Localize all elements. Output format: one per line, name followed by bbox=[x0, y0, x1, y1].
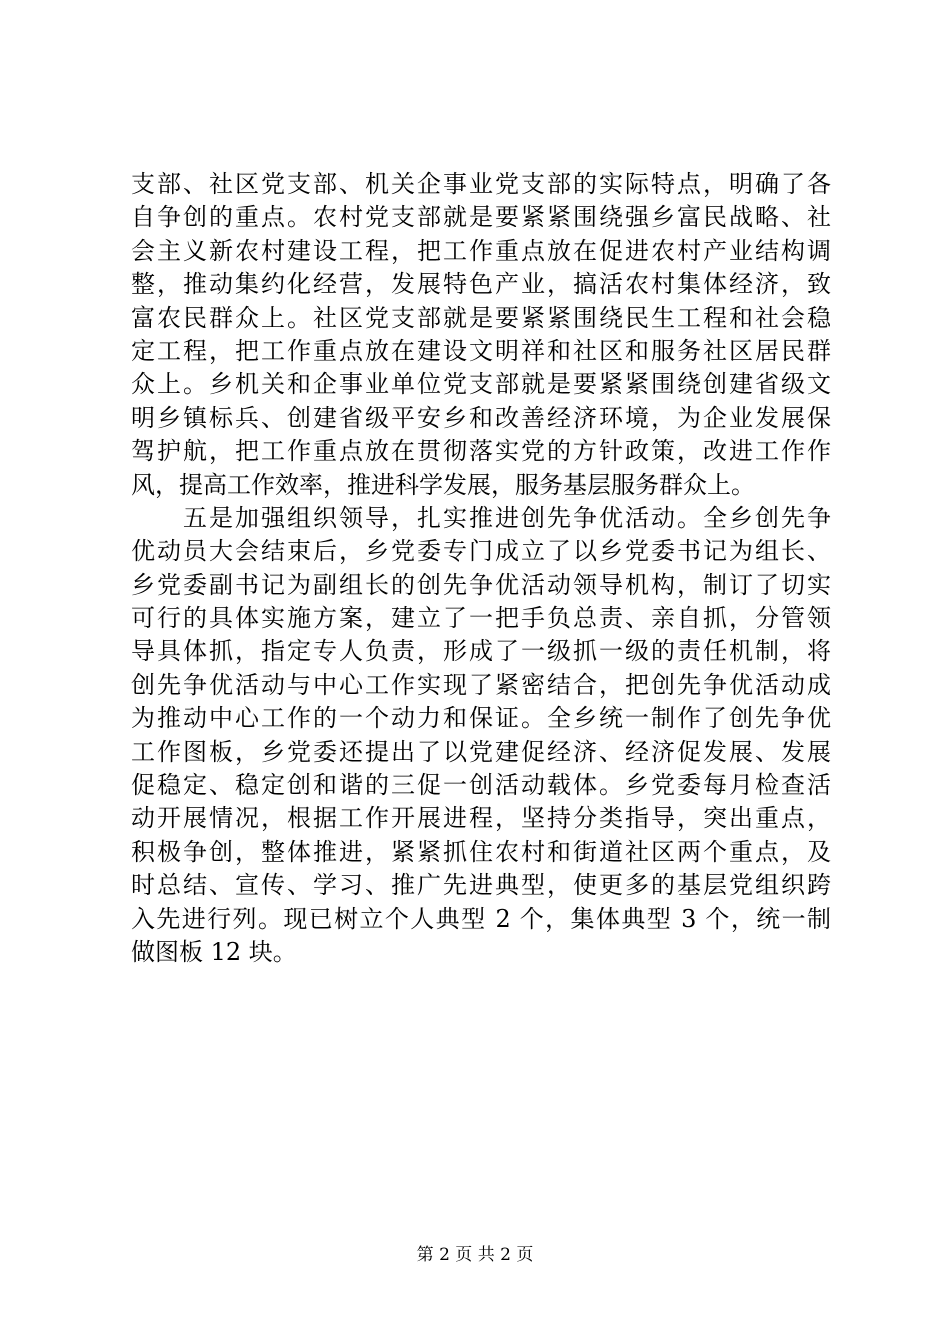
text-line: 促稳定、稳定创和谐的三促一创活动载体。乡党委每月检查活 bbox=[131, 771, 831, 800]
text-line: 优动员大会结束后，乡党委专门成立了以乡党委书记为组长、 bbox=[131, 537, 831, 566]
text-line: 定工程，把工作重点放在建设文明祥和社区和服务社区居民群 bbox=[131, 336, 831, 365]
text-line: 时总结、宣传、学习、推广先进典型，使更多的基层党组织跨 bbox=[131, 871, 831, 900]
text-line: 积极争创，整体推进，紧紧抓住农村和街道社区两个重点，及 bbox=[131, 837, 831, 866]
text-line: 工作图板，乡党委还提出了以党建促经济、经济促发展、发展 bbox=[131, 737, 831, 766]
text-line: 导具体抓，指定专人负责，形成了一级抓一级的责任机制，将 bbox=[131, 637, 831, 666]
text-line: 众上。乡机关和企事业单位党支部就是要紧紧围绕创建省级文 bbox=[131, 370, 831, 399]
text-line: 会主义新农村建设工程，把工作重点放在促进农村产业结构调 bbox=[131, 236, 831, 265]
paragraph-end-line: 做图板 12 块。 bbox=[131, 937, 297, 966]
text-line: 富农民群众上。社区党支部就是要紧紧围绕民生工程和社会稳 bbox=[131, 303, 831, 332]
text-line: 自争创的重点。农村党支部就是要紧紧围绕强乡富民战略、社 bbox=[131, 203, 831, 232]
text-line: 驾护航，把工作重点放在贯彻落实党的方针政策，改进工作作 bbox=[131, 437, 831, 466]
text-line: 入先进行列。现已树立个人典型 2 个，集体典型 3 个，统一制 bbox=[131, 904, 831, 933]
body-text bbox=[131, 168, 831, 969]
page-number-footer: 第 2 页 共 2 页 bbox=[416, 1245, 534, 1265]
text-line: 动开展情况，根据工作开展进程，坚持分类指导，突出重点， bbox=[131, 804, 831, 833]
text-line: 支部、社区党支部、机关企事业党支部的实际特点，明确了各 bbox=[131, 170, 831, 198]
text-line: 整，推动集约化经营，发展特色产业，搞活农村集体经济，致 bbox=[131, 270, 831, 299]
text-line: 乡党委副书记为副组长的创先争优活动领导机构，制订了切实 bbox=[131, 570, 831, 599]
paragraph-first-line: 五是加强组织领导，扎实推进创先争优活动。全乡创先争 bbox=[131, 503, 831, 532]
text-line: 可行的具体实施方案，建立了一把手负总责、亲自抓，分管领 bbox=[131, 604, 831, 633]
paragraph-end-line: 风，提高工作效率，推进科学发展，服务基层服务群众上。 bbox=[131, 470, 755, 499]
text-line: 创先争优活动与中心工作实现了紧密结合，把创先争优活动成 bbox=[131, 670, 831, 699]
text-line: 明乡镇标兵、创建省级平安乡和改善经济环境，为企业发展保 bbox=[131, 403, 831, 432]
text-line: 为推动中心工作的一个动力和保证。全乡统一制作了创先争优 bbox=[131, 704, 831, 733]
